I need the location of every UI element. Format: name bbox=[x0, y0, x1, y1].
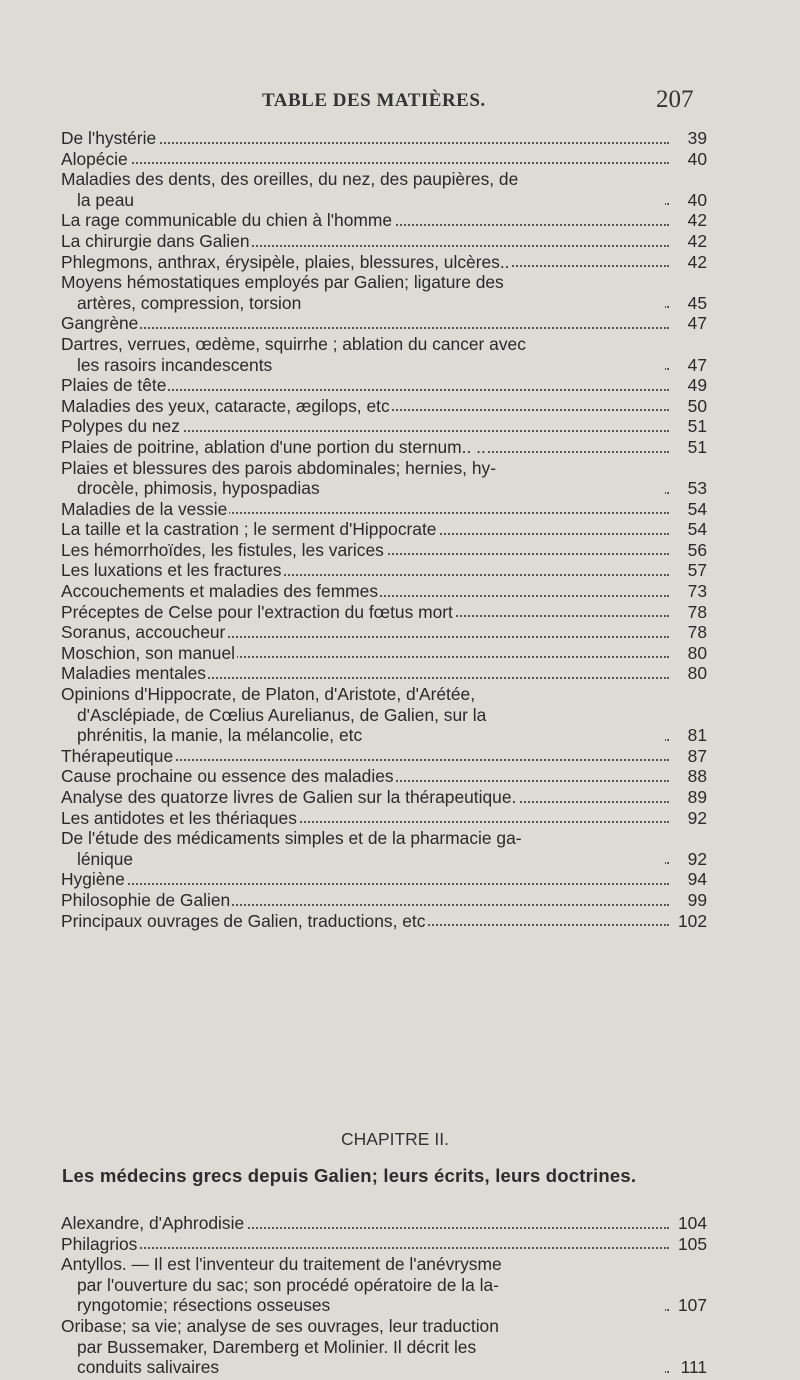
toc-entry bbox=[61, 890, 707, 911]
toc-entry-text: ryngotomie; résections osseuses bbox=[61, 1295, 665, 1316]
toc-entry bbox=[61, 1316, 707, 1378]
toc-entry bbox=[61, 375, 707, 396]
toc-entry bbox=[61, 787, 707, 808]
toc-entry bbox=[61, 828, 707, 869]
toc-entry-text: Maladies des dents, des oreilles, du nez, des paupières, de bbox=[61, 169, 519, 190]
toc-entry-text: Moschion, son manuel bbox=[61, 642, 235, 663]
toc-entry-text: Principaux ouvrages de Galien, traductions, etc bbox=[61, 910, 426, 931]
toc-entry-text: Maladies de la vessie bbox=[61, 498, 228, 519]
toc-entry-text: par Bussemaker, Daremberg et Molinier. Il décrit les bbox=[77, 1336, 477, 1357]
toc-page-number: 78 bbox=[671, 602, 707, 623]
toc-page-number: 102 bbox=[671, 911, 707, 932]
toc-page-number: 92 bbox=[671, 808, 707, 829]
toc-page-number: 54 bbox=[671, 519, 707, 540]
toc-entry-text: Les antidotes et les thériaques bbox=[61, 807, 297, 828]
toc-page-number: 40 bbox=[671, 190, 707, 211]
toc-entry bbox=[61, 869, 707, 890]
toc-entry bbox=[61, 560, 707, 581]
toc-page-number: 51 bbox=[671, 416, 707, 437]
toc-page-number: 80 bbox=[671, 643, 707, 664]
toc-entry-text: La taille et la castration ; le serment d'Hippocrate bbox=[61, 519, 437, 540]
toc-entry-text: Polypes du nez bbox=[61, 416, 180, 437]
toc-entry bbox=[61, 149, 707, 170]
toc-page-number: 104 bbox=[671, 1213, 707, 1234]
toc-entry-text: drocèle, phimosis, hypospadias bbox=[61, 478, 665, 499]
toc-page-number: 53 bbox=[671, 478, 707, 499]
toc-page-number: 99 bbox=[671, 890, 707, 911]
toc-entry-text: Antyllos. — Il est l'inventeur du traitement de l'anévrysme bbox=[61, 1254, 502, 1275]
toc-entry-text: Thérapeutique bbox=[61, 745, 174, 766]
toc-entry bbox=[61, 169, 707, 210]
toc-entry bbox=[61, 663, 707, 684]
toc-entry bbox=[61, 746, 707, 767]
toc-entry bbox=[61, 437, 707, 458]
toc-entry-text: lénique bbox=[61, 849, 665, 870]
toc-entry-text: Alexandre, d'Aphrodisie bbox=[61, 1213, 245, 1233]
toc-page-number: 78 bbox=[671, 622, 707, 643]
toc-page-number: 57 bbox=[671, 560, 707, 581]
toc-entry bbox=[61, 622, 707, 643]
toc-page-number: 80 bbox=[671, 663, 707, 684]
toc-entry-text: phrénitis, la manie, la mélancolie, etc bbox=[61, 725, 665, 746]
toc-page-number: 40 bbox=[671, 149, 707, 170]
toc-entry-text: Les hémorrhoïdes, les fistules, les varices bbox=[61, 539, 384, 560]
toc-entry-text: Hygiène bbox=[61, 869, 125, 890]
toc-page-number: 45 bbox=[671, 293, 707, 314]
toc-page-number: 105 bbox=[671, 1234, 707, 1255]
toc-entry bbox=[61, 519, 707, 540]
toc-entry bbox=[61, 643, 707, 664]
toc-entry-text: d'Asclépiade, de Cœlius Aurelianus, de Galien, sur la bbox=[77, 704, 487, 725]
toc-entry-text: Cause prochaine ou essence des maladies bbox=[61, 766, 394, 787]
toc-entry-text: la peau bbox=[61, 190, 665, 211]
toc-page-number: 47 bbox=[671, 355, 707, 376]
toc-entry bbox=[61, 210, 707, 231]
toc-entry bbox=[61, 1213, 707, 1234]
toc-page-number: 42 bbox=[671, 210, 707, 231]
toc-entry bbox=[61, 128, 707, 149]
toc-page-number: 73 bbox=[671, 581, 707, 602]
toc-page-number: 87 bbox=[671, 746, 707, 767]
toc-entry-text: Gangrène bbox=[61, 313, 139, 334]
toc-entry bbox=[61, 231, 707, 252]
toc-entry bbox=[61, 581, 707, 602]
toc-entry-text: Philosophie de Galien bbox=[61, 889, 231, 910]
toc-entry-text: Maladies des yeux, cataracte, ægilops, etc bbox=[61, 395, 390, 416]
toc-entry bbox=[61, 1254, 707, 1316]
toc-page-number: 107 bbox=[671, 1295, 707, 1316]
toc-entry bbox=[61, 396, 707, 417]
toc-section-chapter-2 bbox=[0, 1213, 800, 1378]
toc-entry bbox=[61, 766, 707, 787]
toc-entry-text: Moyens hémostatiques employés par Galien; ligature des bbox=[61, 272, 504, 293]
toc-page-number: 81 bbox=[671, 725, 707, 746]
toc-entry-text: Analyse des quatorze livres de Galien sur la thérapeutique. bbox=[61, 787, 517, 807]
header-title: TABLE DES MATIÈRES. bbox=[262, 90, 486, 111]
toc-entry bbox=[61, 499, 707, 520]
toc-entry-text: Opinions d'Hippocrate, de Platon, d'Aristote, d'Arétée, bbox=[61, 684, 476, 705]
toc-entry-text: Les luxations et les fractures bbox=[61, 560, 282, 581]
toc-page-number: 42 bbox=[671, 252, 707, 273]
toc-entry-text: conduits salivaires bbox=[61, 1357, 665, 1378]
toc-entry-text: Accouchements et maladies des femmes bbox=[61, 581, 379, 602]
toc-entry-text: Plaies de poitrine, ablation d'une portion du sternum.. .. bbox=[61, 436, 486, 457]
toc-entry bbox=[61, 911, 707, 932]
toc-entry bbox=[61, 416, 707, 437]
toc-page-number: 88 bbox=[671, 766, 707, 787]
toc-entry-text: Philagrios bbox=[61, 1233, 138, 1254]
toc-entry bbox=[61, 602, 707, 623]
toc-page-number: 42 bbox=[671, 231, 707, 252]
chapter-subtitle: Les médecins grecs depuis Galien; leurs écrits, leurs doctrines. bbox=[62, 1165, 637, 1186]
toc-entry bbox=[61, 540, 707, 561]
toc-entry-text: Plaies et blessures des parois abdominales; hernies, hy- bbox=[61, 457, 496, 478]
toc-entry bbox=[61, 313, 707, 334]
toc-entry bbox=[61, 1234, 707, 1255]
toc-entry-text: les rasoirs incandescents bbox=[61, 355, 665, 376]
toc-entry-text: Phlegmons, anthrax, érysipèle, plaies, blessures, ulcères.. bbox=[61, 251, 510, 272]
toc-entry bbox=[61, 272, 707, 313]
toc-page-number: 49 bbox=[671, 375, 707, 396]
toc-page-number: 56 bbox=[671, 540, 707, 561]
toc-page-number: 50 bbox=[671, 396, 707, 417]
toc-page-number: 54 bbox=[671, 499, 707, 520]
toc-section-chapter-1 bbox=[0, 128, 800, 931]
toc-entry-text: Soranus, accoucheur bbox=[61, 622, 226, 643]
toc-page-number: 47 bbox=[671, 313, 707, 334]
toc-page-number: 92 bbox=[671, 849, 707, 870]
toc-entry-text: Oribase; sa vie; analyse de ses ouvrages, leur traduction bbox=[61, 1315, 499, 1336]
toc-page-number: 89 bbox=[671, 787, 707, 808]
toc-entry bbox=[61, 684, 707, 746]
running-header bbox=[0, 86, 800, 120]
toc-entry bbox=[61, 808, 707, 829]
toc-entry-text: Plaies de tête bbox=[61, 375, 167, 396]
toc-entry bbox=[61, 334, 707, 375]
toc-page-number: 39 bbox=[671, 128, 707, 149]
toc-entry bbox=[61, 458, 707, 499]
toc-page-number: 94 bbox=[671, 869, 707, 890]
toc-entry-text: Préceptes de Celse pour l'extraction du fœtus mort bbox=[61, 601, 453, 622]
toc-entry-text: Alopécie bbox=[61, 148, 128, 169]
toc-entry-text: De l'hystérie bbox=[61, 128, 157, 148]
toc-entry-text: artères, compression, torsion bbox=[61, 293, 665, 314]
toc-entry-text: Dartres, verrues, œdème, squirrhe ; ablation du cancer avec bbox=[61, 333, 526, 354]
toc-entry-text: par l'ouverture du sac; son procédé opératoire de la la- bbox=[77, 1274, 499, 1295]
toc-page-number: 51 bbox=[671, 437, 707, 458]
chapter-title: CHAPITRE II. bbox=[341, 1129, 449, 1149]
toc-entry-text: De l'étude des médicaments simples et de la pharmacie ga- bbox=[61, 828, 522, 849]
toc-page-number: 111 bbox=[671, 1357, 707, 1378]
toc-entry-text: La chirurgie dans Galien bbox=[61, 230, 250, 251]
toc-entry-text: La rage communicable du chien à l'homme bbox=[61, 210, 393, 231]
toc-entry bbox=[61, 252, 707, 273]
toc-entry-text: Maladies mentales bbox=[61, 663, 206, 684]
header-page-number: 207 bbox=[656, 86, 694, 113]
